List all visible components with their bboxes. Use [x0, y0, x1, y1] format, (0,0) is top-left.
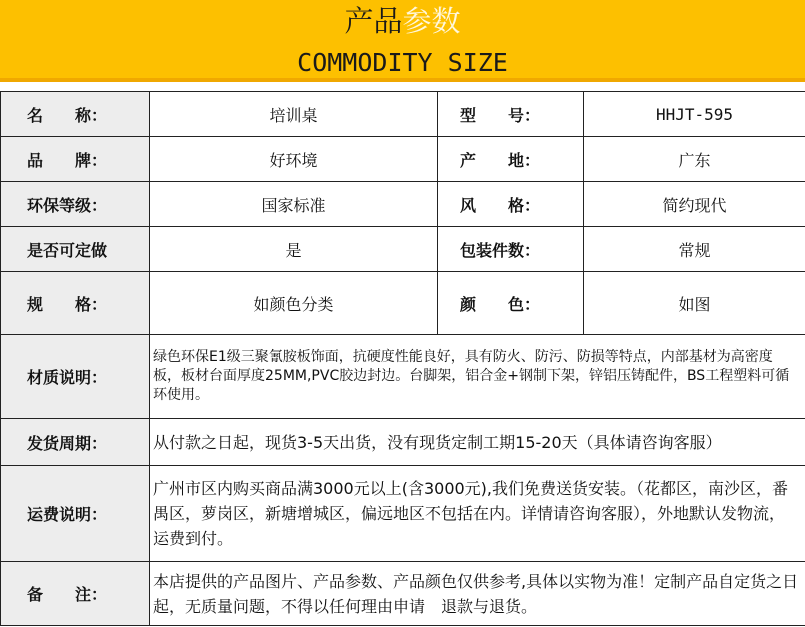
spec-label: 规 格：: [1, 272, 150, 335]
header-banner: [0, 0, 805, 82]
spec-label: 包装件数：: [438, 227, 584, 272]
spec-label: 名 称：: [1, 92, 150, 137]
detail-label: 发货周期：: [1, 419, 150, 466]
title-english: COMMODITY SIZE: [297, 48, 508, 77]
spec-value: 培训桌: [150, 92, 438, 137]
detail-text: 本店提供的产品图片、产品参数、产品颜色仅供参考,具体以实物为准！定制产品自定货之日起，无质量问题，不得以任何理由申请 退款与退货。: [150, 562, 805, 626]
spec-label: 风 格：: [438, 182, 584, 227]
detail-row-freight: [1, 466, 805, 562]
detail-row-remarks: [1, 562, 805, 626]
spec-label: 颜 色：: [438, 272, 584, 335]
detail-text: 绿色环保E1级三聚氰胺板饰面，抗硬度性能良好，具有防火、防污、防损等特点，内部基材为高密度板，板材台面厚度25MM,PVC胶边封边。台脚架，铝合金+钢制下架，锌铝压铸配件，BS工程塑料可循环使用。: [150, 335, 805, 419]
detail-label: 运费说明：: [1, 466, 150, 562]
spec-value: 广东: [584, 137, 805, 182]
spec-value: 常规: [584, 227, 805, 272]
spec-label: 环保等级：: [1, 182, 150, 227]
detail-row-material: [1, 335, 805, 419]
spec-value: 简约现代: [584, 182, 805, 227]
spec-row: [1, 182, 805, 227]
title-cn-part1: 产品: [344, 4, 403, 38]
spec-label: 型 号：: [438, 92, 584, 137]
spec-label: 产 地：: [438, 137, 584, 182]
title-chinese: [0, 3, 805, 39]
title-cn-part2: 参数: [402, 4, 461, 38]
spec-value: 是: [150, 227, 438, 272]
spec-value: 如图: [584, 272, 805, 335]
spec-table: [0, 91, 805, 626]
spec-value: 好环境: [150, 137, 438, 182]
spec-row: [1, 92, 805, 137]
spec-value: HHJT-595: [584, 92, 805, 137]
header-gap: [0, 82, 805, 91]
detail-text: 从付款之日起，现货3-5天出货，没有现货定制工期15-20天（具体请咨询客服）: [150, 419, 805, 466]
spec-row: [1, 137, 805, 182]
spec-row: [1, 227, 805, 272]
spec-label: 品 牌：: [1, 137, 150, 182]
detail-row-shipping-period: [1, 419, 805, 466]
spec-value: 国家标准: [150, 182, 438, 227]
detail-text: 广州市区内购买商品满3000元以上(含3000元),我们免费送货安装。（花都区，南沙区，番禺区，萝岗区，新塘增城区，偏远地区不包括在内。详情请咨询客服），外地默认发物流，运费到付。: [150, 466, 805, 562]
spec-label: 是否可定做: [1, 227, 150, 272]
detail-label: 材质说明：: [1, 335, 150, 419]
spec-row: [1, 272, 805, 335]
detail-label: 备 注：: [1, 562, 150, 626]
spec-value: 如颜色分类: [150, 272, 438, 335]
